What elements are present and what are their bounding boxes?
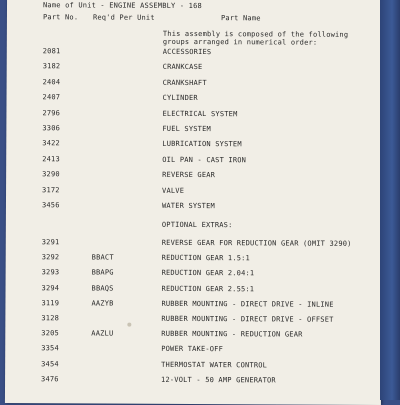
part-number: 3354 bbox=[41, 344, 59, 353]
unit-title: Name of Unit - ENGINE ASSEMBLY - 168 bbox=[42, 1, 202, 11]
part-number: 3476 bbox=[41, 374, 59, 384]
extra-row bbox=[6, 268, 382, 280]
part-name: CRANKSHAFT bbox=[162, 78, 207, 87]
required-code: AAZYB bbox=[91, 299, 114, 308]
page-edge bbox=[380, 0, 400, 400]
punch-mark bbox=[127, 323, 131, 327]
extra-row bbox=[6, 284, 382, 296]
column-header-part-name: Part Name bbox=[220, 14, 261, 23]
part-number: 3182 bbox=[42, 62, 61, 71]
extra-row bbox=[6, 238, 382, 250]
part-name: OIL PAN - CAST IRON bbox=[162, 155, 247, 165]
part-name: REVERSE GEAR bbox=[162, 171, 216, 180]
part-number: 2404 bbox=[42, 78, 61, 87]
part-number: 2407 bbox=[42, 93, 61, 102]
part-name: REDUCTION GEAR 2.04:1 bbox=[161, 269, 255, 278]
group-row bbox=[6, 201, 382, 213]
part-name: RUBBER MOUNTING - REDUCTION GEAR bbox=[161, 330, 303, 339]
group-row bbox=[7, 62, 383, 74]
group-row bbox=[7, 47, 383, 59]
part-number: 3291 bbox=[41, 238, 60, 247]
part-name: CYLINDER bbox=[162, 94, 198, 103]
part-number: 3456 bbox=[41, 201, 60, 210]
part-number: 2413 bbox=[42, 155, 60, 164]
extra-row bbox=[5, 299, 381, 311]
group-row bbox=[7, 78, 383, 90]
extra-row bbox=[5, 375, 381, 387]
column-header-required: Req'd Per Unit bbox=[92, 13, 155, 22]
required-code: BBAPG bbox=[91, 268, 114, 277]
part-number: 3454 bbox=[41, 359, 59, 368]
part-number: 3306 bbox=[42, 124, 61, 133]
part-name: LUBRICATION SYSTEM bbox=[162, 140, 242, 149]
part-name: REDUCTION GEAR 2.55:1 bbox=[161, 284, 255, 293]
intro-line-2: groups arranged in numerical order: bbox=[162, 37, 318, 47]
part-number: 3293 bbox=[41, 268, 60, 277]
optional-extras-label: OPTIONAL EXTRAS: bbox=[161, 220, 233, 230]
part-number: 3294 bbox=[41, 283, 60, 292]
required-code: BBAQS bbox=[91, 284, 114, 293]
part-number: 3205 bbox=[41, 329, 59, 338]
extra-row bbox=[5, 344, 381, 356]
group-row bbox=[6, 155, 382, 167]
part-name: REVERSE GEAR FOR REDUCTION GEAR (OMIT 3290) bbox=[161, 238, 352, 248]
part-number: 3128 bbox=[41, 314, 60, 323]
part-name: WATER SYSTEM bbox=[161, 201, 215, 211]
group-row bbox=[6, 186, 382, 198]
group-row bbox=[7, 93, 383, 105]
parts-list bbox=[5, 0, 383, 405]
part-name: THERMOSTAT WATER CONTROL bbox=[161, 360, 268, 369]
part-name: POWER TAKE-OFF bbox=[161, 345, 224, 354]
part-name: FUEL SYSTEM bbox=[162, 124, 211, 134]
part-name: REDUCTION GEAR 1.5:1 bbox=[161, 254, 251, 263]
part-number: 3292 bbox=[41, 253, 60, 262]
extra-row bbox=[5, 314, 381, 326]
part-name: VALVE bbox=[162, 186, 185, 195]
part-number: 2081 bbox=[42, 47, 61, 56]
group-row bbox=[6, 124, 382, 136]
extra-row bbox=[5, 360, 381, 372]
intro-line-1: This assembly is composed of the following bbox=[162, 29, 349, 39]
part-number: 3172 bbox=[42, 185, 60, 194]
part-name: RUBBER MOUNTING - DIRECT DRIVE - INLINE bbox=[161, 299, 334, 309]
document-page bbox=[5, 0, 383, 405]
part-name: ACCESSORIES bbox=[162, 47, 212, 57]
part-name: ELECTRICAL SYSTEM bbox=[162, 109, 238, 118]
group-row bbox=[6, 170, 382, 182]
part-name: 12-VOLT - 50 AMP GENERATOR bbox=[161, 375, 276, 385]
part-name: CRANKCASE bbox=[162, 63, 203, 72]
part-name: RUBBER MOUNTING - DIRECT DRIVE - OFFSET bbox=[161, 314, 334, 324]
part-number: 3119 bbox=[41, 298, 60, 308]
required-code: BBACT bbox=[91, 253, 114, 262]
group-row bbox=[6, 139, 382, 151]
part-number: 3290 bbox=[42, 170, 60, 179]
column-header-part-no: Part No. bbox=[42, 13, 79, 22]
extra-row bbox=[5, 329, 381, 341]
group-row bbox=[6, 109, 382, 121]
part-number: 3422 bbox=[42, 139, 60, 148]
part-number: 2796 bbox=[42, 108, 61, 117]
extra-row bbox=[6, 253, 382, 265]
required-code: AAZLU bbox=[91, 329, 114, 338]
